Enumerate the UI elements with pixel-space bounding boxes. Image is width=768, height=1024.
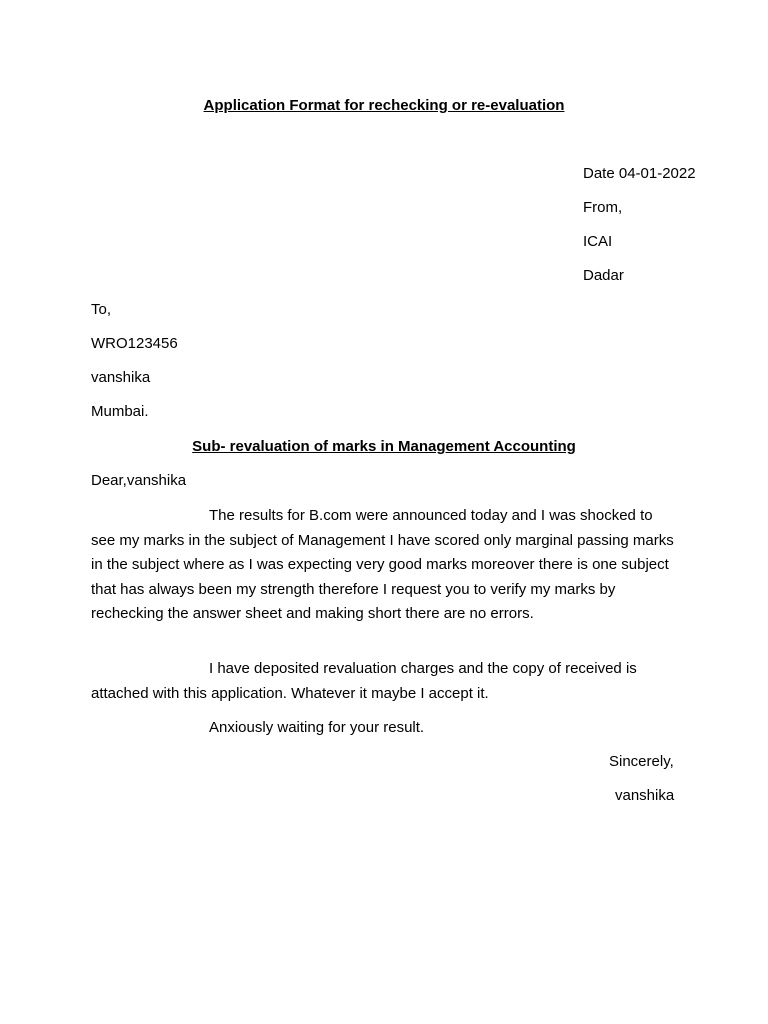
to-label: To, xyxy=(91,301,112,318)
from-label: From, xyxy=(583,199,623,216)
sign-off: Sincerely, xyxy=(609,753,674,770)
from-name: ICAI xyxy=(583,233,613,250)
to-name: vanshika xyxy=(91,369,151,386)
signature-name: vanshika xyxy=(615,787,675,804)
from-city: Dadar xyxy=(583,267,624,284)
letter-heading: Application Format for rechecking or re-evaluation xyxy=(203,97,565,114)
to-id: WRO123456 xyxy=(91,335,178,352)
body-paragraph-2: I have deposited revaluation charges and the copy of received is attached with this application. Whatever it maybe I accept it. xyxy=(91,660,637,702)
letter-subject: Sub- revaluation of marks in Management Accounting xyxy=(192,438,576,455)
letter-date: Date 04-01-2022 xyxy=(583,165,696,182)
to-city: Mumbai. xyxy=(91,403,149,420)
salutation: Dear,vanshika xyxy=(91,472,187,489)
body-paragraph-1: The results for B.com were announced today and I was shocked to see my marks in the subject of Management I have scored only marginal passing marks in the subject where as I was expecting very good marks moreover there is one subject that has always been my strength therefore I request you to verify my marks by rechecking the answer sheet and making short there are no errors. xyxy=(91,507,674,622)
closing-line: Anxiously waiting for your result. xyxy=(209,719,425,736)
